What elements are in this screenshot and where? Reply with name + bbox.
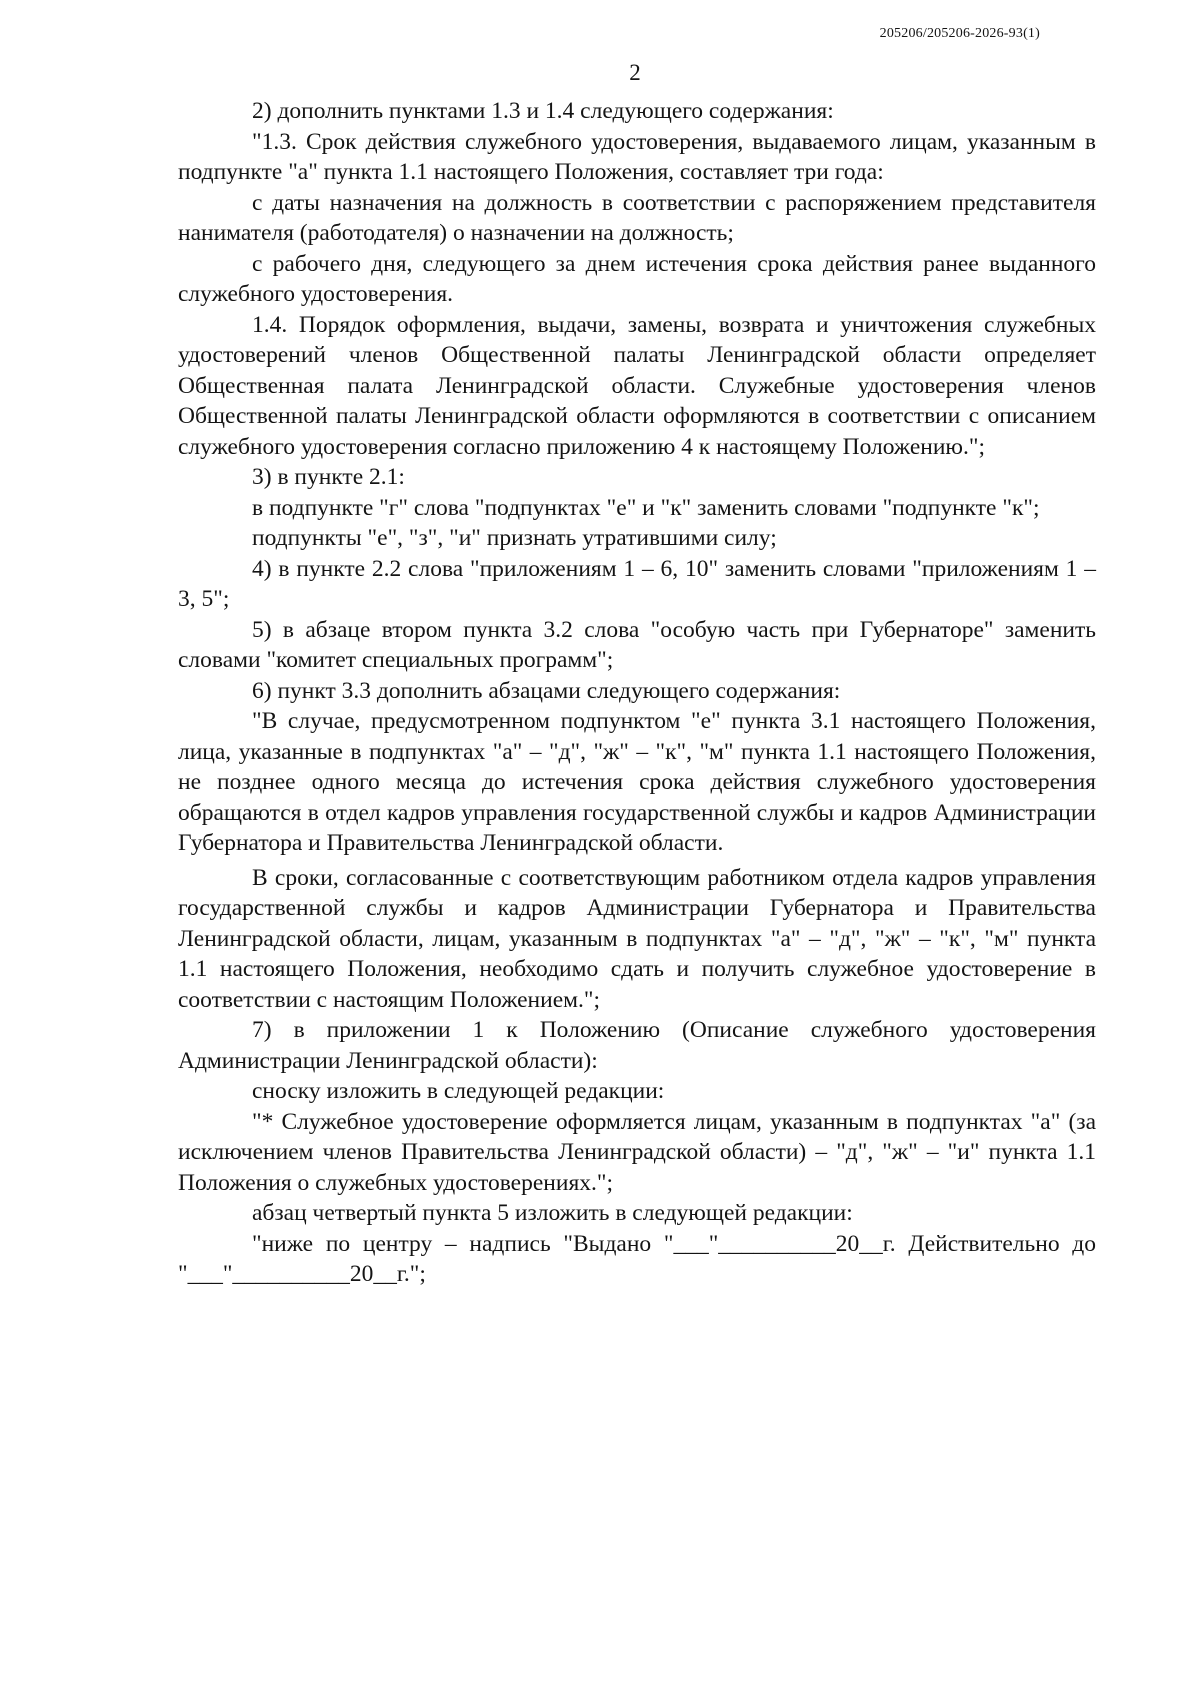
paragraph-item-6: 6) пункт 3.3 дополнить абзацами следующего содержания: [252,677,841,704]
paragraph-point-1-3: "1.3. Срок действия служебного удостоверения, выдаваемого лицам, указанным в подпункте "а" пункта 1.1 настоящего Положения, составляет три года: [178,128,1096,185]
paragraph-point-1-4: 1.4. Порядок оформления, выдачи, замены, возврата и уничтожения служебных удостоверений членов Общественной палаты Ленинградской области определяет Общественная палата Ленинградской области. Служебные удостоверения членов Общественной палаты Ленинградской области оформляются в соответствии с описанием служебного удостоверения согласно приложению 4 к настоящему Положению."; [178,311,1096,460]
paragraph-subpoints-void: подпункты "е", "з", "и" признать утратившими силу; [252,525,777,551]
paragraph-item-4: 4) в пункте 2.2 слова "приложениям 1 – 6, 10" заменить словами "приложениям 1 – 3, 5"; [178,555,1096,612]
document-body [178,96,1096,1290]
paragraph-footnote-text: "* Служебное удостоверение оформляется лицам, указанным в подпунктах "а" (за исключением членов Правительства Ленинградской области) – "д", "ж" – "и" пункта 1.1 Положения о служебных удостоверениях."; [178,1108,1096,1196]
paragraph-item-3: 3) в пункте 2.1: [252,464,405,490]
paragraph-subpoint-g: в подпункте "г" слова "подпунктах "е" и "к" заменить словами "подпункте "к"; [252,494,1040,521]
paragraph-agreed-terms: В сроки, согласованные с соответствующим работником отдела кадров управления государственной службы и кадров Администрации Губернатора и Правительства Ленинградской области, лицам, указанным в подпунктах "а" – "д", "ж" – "к", "м" пункта 1.1 настоящего Положения, необходимо сдать и получить служебное удостоверение в соответствии с настоящим Положением."; [178,864,1096,1013]
paragraph-footnote-intro: сноску изложить в следующей редакции: [252,1078,665,1104]
paragraph-item-5: 5) в абзаце втором пункта 3.2 слова "особую часть при Губернаторе" заменить словами "комитет специальных программ"; [178,616,1096,673]
paragraph-item-2: 2) дополнить пунктами 1.3 и 1.4 следующего содержания: [252,98,834,124]
paragraph-issued-valid: "ниже по центру – надпись "Выдано "___"__________20__г. Действительно до "___"__________20__г."; [178,1230,1096,1287]
page-number: 2 [629,60,641,85]
paragraph-case-point-3-1: "В случае, предусмотренном подпунктом "е" пункта 3.1 настоящего Положения, лица, указанные в подпунктах "а" – "д", "ж" – "к", "м" пункта 1.1 настоящего Положения, не позднее одного месяца до истечения срока действия служебного удостоверения обращаются в отдел кадров управления государственной службы и кадров Администрации Губернатора и Правительства Ленинградской области. [178,708,1096,856]
paragraph-point-5-intro: абзац четвертый пункта 5 изложить в следующей редакции: [252,1200,853,1226]
paragraph-item-7: 7) в приложении 1 к Положению (Описание служебного удостоверения Администрации Ленинградской области): [178,1017,1096,1074]
paragraph-date-appointment: с даты назначения на должность в соответствии с распоряжением представителя нанимателя (работодателя) о назначении на должность; [178,189,1096,246]
paragraph-date-working-day: с рабочего дня, следующего за днем истечения срока действия ранее выданного служебного удостоверения. [178,250,1096,307]
document-id: 205206/205206-2026-93(1) [879,26,1040,41]
